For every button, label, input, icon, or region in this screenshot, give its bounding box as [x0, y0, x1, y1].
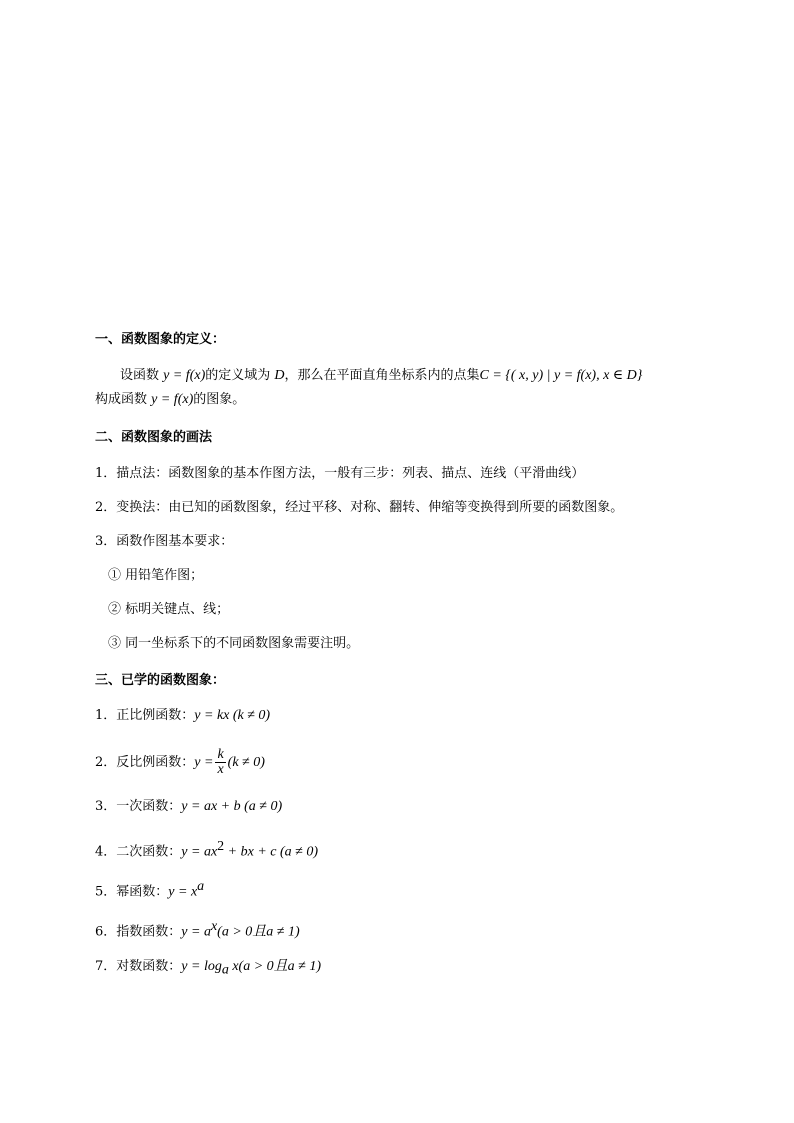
- function-formula: y = ax: [181, 844, 218, 860]
- function-formula: y =: [194, 755, 214, 770]
- function-formula: + bx + c (a ≠ 0): [224, 844, 318, 860]
- function-label: 2．反比例函数：: [95, 755, 195, 770]
- requirement-item: ② 标明关键点、线；: [108, 602, 230, 617]
- function-item: [95, 707, 270, 725]
- definition-line-2: [95, 391, 245, 409]
- log-base: a: [221, 962, 229, 978]
- function-formula: y = a: [181, 924, 211, 940]
- text: 设函数: [120, 368, 164, 383]
- function-label: 1．正比例函数：: [95, 708, 195, 723]
- fraction-numerator: k: [217, 747, 224, 762]
- function-item: [95, 798, 282, 816]
- section1-title: 一、函数图象的定义：: [95, 332, 226, 347]
- requirement-item: ① 用铅笔作图；: [108, 568, 204, 583]
- function-condition: (a > 0且a ≠ 1): [217, 924, 300, 940]
- exponent: x: [210, 919, 218, 934]
- function-formula: y = log: [181, 959, 222, 974]
- text: 的定义域为: [205, 368, 275, 383]
- function-label: 6．指数函数：: [95, 924, 182, 940]
- function-item: [95, 878, 204, 901]
- method-item: 3．函数作图基本要求：: [95, 534, 234, 549]
- function-item: [95, 838, 318, 861]
- function-item: [95, 746, 265, 780]
- formula: y = f(x): [151, 392, 194, 407]
- function-item: [95, 958, 321, 980]
- method-item: 2．变换法：由已知的函数图象，经过平移、对称、翻转、伸缩等变换得到所要的函数图象。: [95, 500, 624, 515]
- section2-title: 二、函数图象的画法: [95, 430, 213, 445]
- function-label: 3．一次函数：: [95, 799, 182, 814]
- function-item: [95, 918, 300, 941]
- function-label: 7．对数函数：: [95, 959, 182, 974]
- exponent: a: [197, 879, 205, 894]
- function-formula: y = kx (k ≠ 0): [194, 708, 271, 723]
- function-condition: (k ≠ 0): [227, 755, 265, 770]
- exponent: 2: [217, 839, 225, 854]
- fraction-denominator: x: [217, 762, 224, 777]
- text: 的图象。: [193, 392, 246, 407]
- function-formula: y = x: [168, 884, 198, 900]
- section3-title: 三、已学的函数图象：: [95, 673, 226, 688]
- function-condition: x(a > 0且a ≠ 1): [228, 959, 322, 974]
- formula: D: [274, 368, 285, 383]
- fraction: [215, 748, 225, 777]
- definition-line-1: [120, 367, 642, 385]
- formula: y = f(x): [163, 368, 206, 383]
- text: 构成函数: [95, 392, 152, 407]
- function-label: 4．二次函数：: [95, 844, 182, 860]
- requirement-item: ③ 同一坐标系下的不同函数图象需要注明。: [108, 636, 360, 651]
- function-formula: y = ax + b (a ≠ 0): [181, 799, 283, 814]
- function-label: 5．幂函数：: [95, 884, 169, 900]
- text: ，那么在平面直角坐标系内的点集: [284, 368, 480, 383]
- point-set-formula: C = {( x, y) | y = f(x), x ∈ D}: [479, 368, 643, 383]
- method-item: 1．描点法：函数图象的基本作图方法，一般有三步：列表、描点、连线（平滑曲线）: [95, 466, 585, 481]
